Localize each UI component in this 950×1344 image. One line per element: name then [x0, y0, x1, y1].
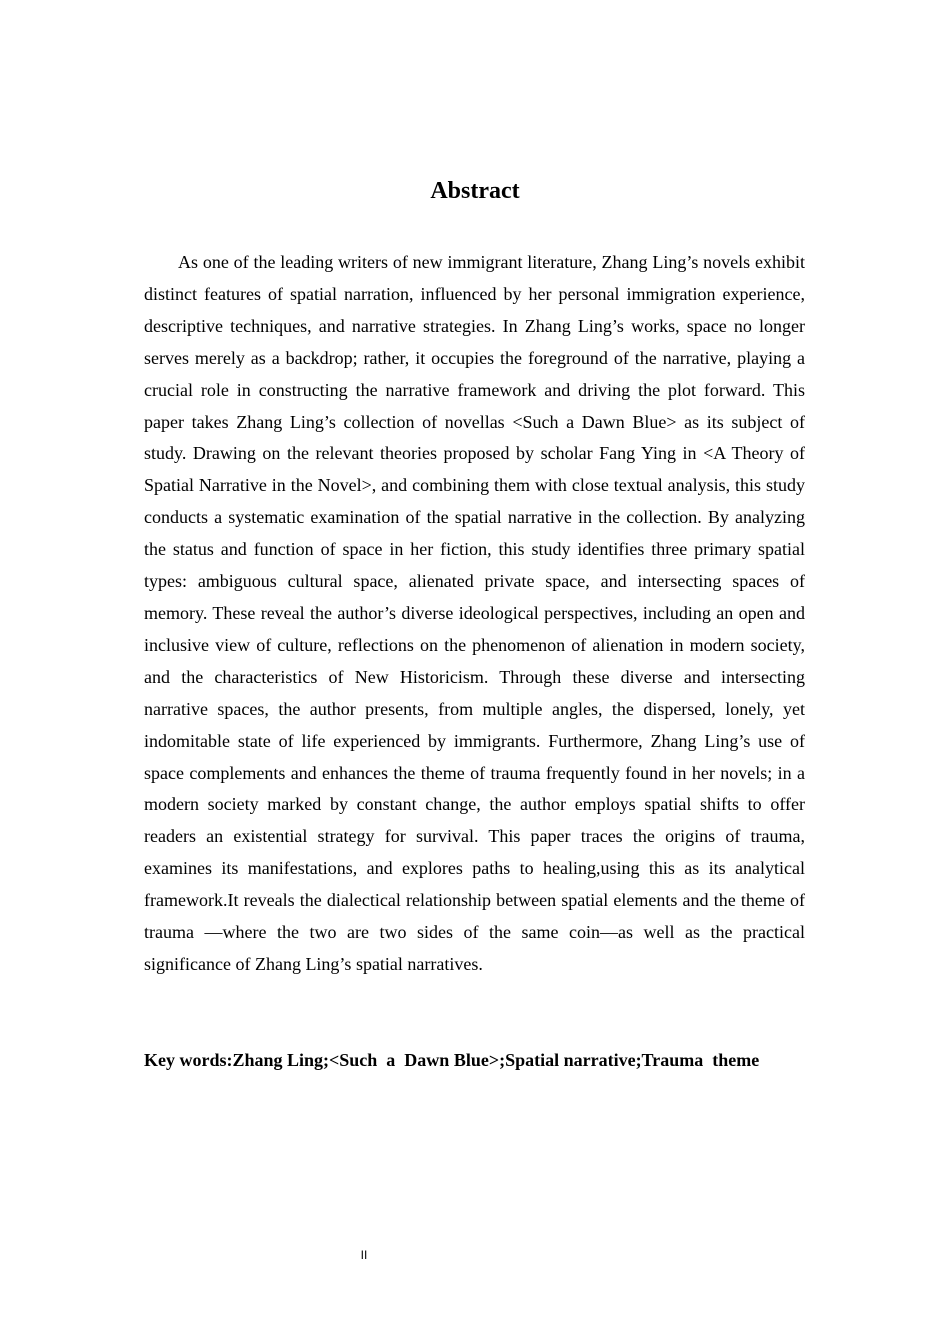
abstract-title: Abstract: [430, 178, 520, 204]
abstract-body: As one of the leading writers of new immigrant literature, Zhang Ling’s novels exhibit distinct features of spatial narration, influenced by her personal immigration experience, descriptive techniques, and narrative strategies. In Zhang Ling’s works, space no longer serves merely as a backdrop; rather, it occupies the foreground of the narrative, playing a crucial role in constructing the narrative framework and driving the plot forward. This paper takes Zhang Ling’s collection of novellas <Such a Dawn Blue> as its subject of study. Drawing on the relevant theories proposed by scholar Fang Ying in <A Theory of Spatial Narrative in the Novel>, and combining them with close textual analysis, this study conducts a systematic examination of the spatial narrative in the collection. By analyzing the status and function of space in her fiction, this study identifies three primary spatial types: ambiguous cultural space, alienated private space, and intersecting spaces of memory. These reveal the author’s diverse ideological perspectives, including an open and inclusive view of culture, reflections on the phenomenon of alienation in modern society, and the characteristics of New Historicism. Through these diverse and intersecting narrative spaces, the author presents, from multiple angles, the dispersed, lonely, yet indomitable state of life experienced by immigrants. Furthermore, Zhang Ling’s use of space complements and enhances the theme of trauma frequently found in her novels; in a modern society marked by constant change, the author employs spatial shifts to offer readers an existential strategy for survival. This paper traces the origins of trauma, examines its manifestations, and explores paths to healing,using this as its analytical framework.It reveals the dialectical relationship between spatial elements and the theme of trauma —where the two are two sides of the same coin—as well as the practical significance of Zhang Ling’s spatial narratives.: [144, 252, 805, 974]
keywords-line: Key words:Zhang Ling;<Such a Dawn Blue>;Spatial narrative;Trauma theme: [144, 1050, 760, 1070]
page-number: II: [360, 1248, 368, 1262]
